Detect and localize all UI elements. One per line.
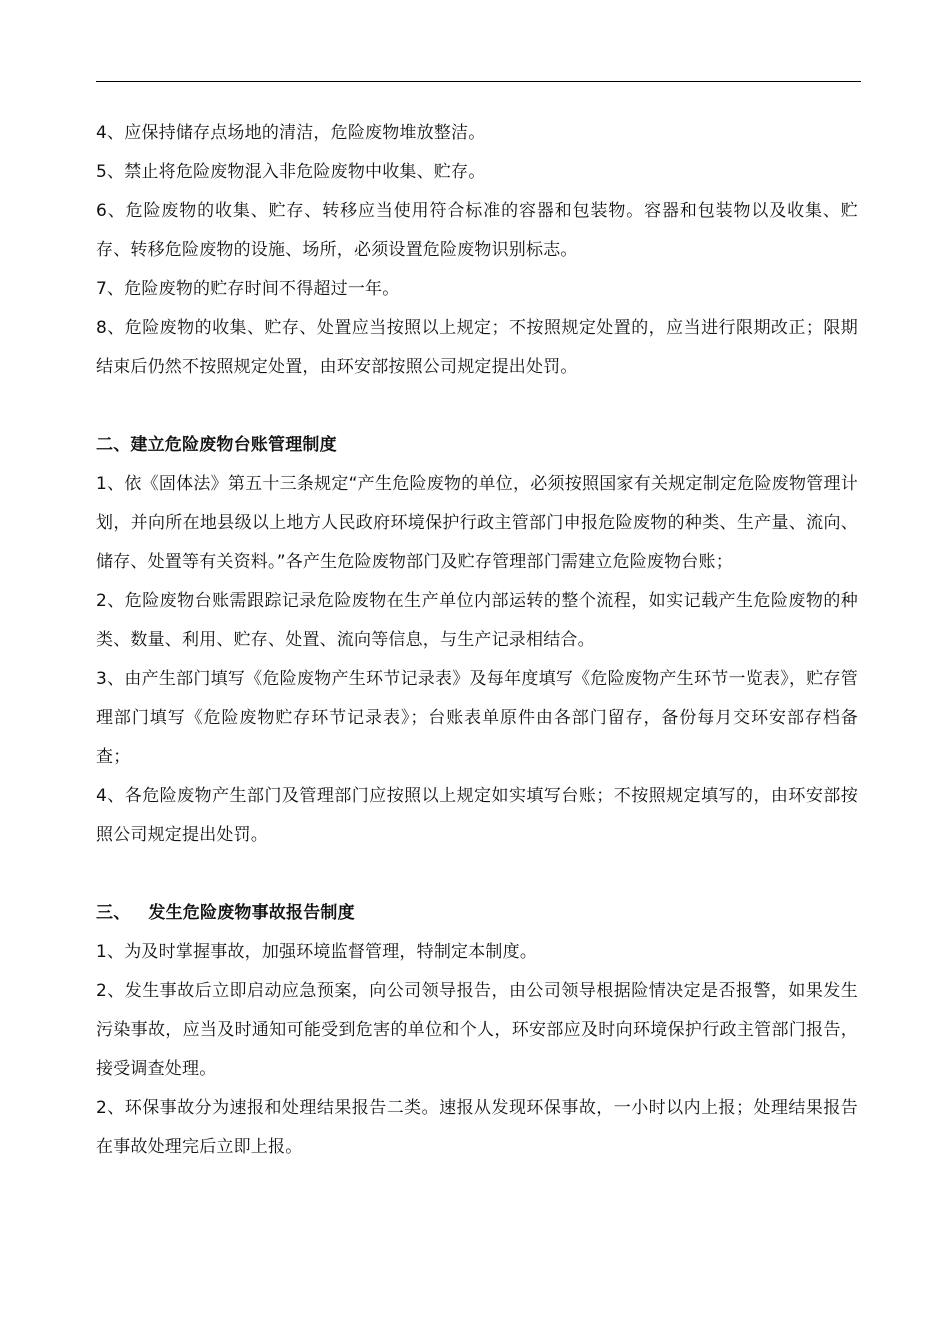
paragraph-item-5: 5、禁止将危险废物混入非危险废物中收集、贮存。 — [96, 162, 486, 182]
section-2-title: 二、建立危险废物台账管理制度 — [96, 435, 337, 455]
paragraph-item-8: 8、危险废物的收集、贮存、处置应当按照以上规定；不按照规定处置的，应当进行限期改正；限期结束后仍然不按照规定处置，由环安部按照公司规定提出处罚。 — [96, 318, 858, 377]
section-3-item-1: 1、为及时掌握事故，加强环境监督管理，特制定本制度。 — [96, 942, 538, 962]
section-3-title-text: 发生危险废物事故报告制度 — [148, 903, 355, 923]
section-3-title — [96, 894, 858, 933]
section-2-item-1: 1、依《固体法》第五十三条规定“产生危险废物的单位，必须按照国家有关规定制定危险废物管理计划，并向所在地县级以上地方人民政府环境保护行政主管部门申报危险废物的种类、生产量、流向、储存、处置等有关资料。”各产生危险废物部门及贮存管理部门需建立危险废物台账； — [96, 474, 858, 572]
section-3-item-3: 2、环保事故分为速报和处理结果报告二类。速报从发现环保事故，一小时以内上报；处理结果报告在事故处理完后立即上报。 — [96, 1098, 858, 1157]
section-2-item-2: 2、危险废物台账需跟踪记录危险废物在生产单位内部运转的整个流程，如实记载产生危险废物的种类、数量、利用、贮存、处置、流向等信息，与生产记录相结合。 — [96, 591, 858, 650]
header-rule — [96, 81, 861, 82]
section-2-item-3: 3、由产生部门填写《危险废物产生环节记录表》及每年度填写《危险废物产生环节一览表》，贮存管理部门填写《危险废物贮存环节记录表》；台账表单原件由各部门留存，备份每月交环安部存档备查； — [96, 669, 858, 767]
paragraph-item-7: 7、危险废物的贮存时间不得超过一年。 — [96, 279, 400, 299]
section-3-item-2: 2、发生事故后立即启动应急预案，向公司领导报告，由公司领导根据险情决定是否报警，如果发生污染事故，应当及时通知可能受到危害的单位和个人，环安部应及时向环境保护行政主管部门报告，接受调查处理。 — [96, 981, 858, 1079]
section-2-item-4: 4、各危险废物产生部门及管理部门应按照以上规定如实填写台账；不按照规定填写的，由环安部按照公司规定提出处罚。 — [96, 786, 858, 845]
paragraph-item-6: 6、危险废物的收集、贮存、转移应当使用符合标准的容器和包装物。容器和包装物以及收集、贮存、转移危险废物的设施、场所，必须设置危险废物识别标志。 — [96, 201, 858, 260]
paragraph-item-4: 4、应保持储存点场地的清洁，危险废物堆放整洁。 — [96, 123, 486, 143]
document-body — [96, 114, 858, 1167]
section-3-title-number: 三、 — [96, 903, 131, 923]
